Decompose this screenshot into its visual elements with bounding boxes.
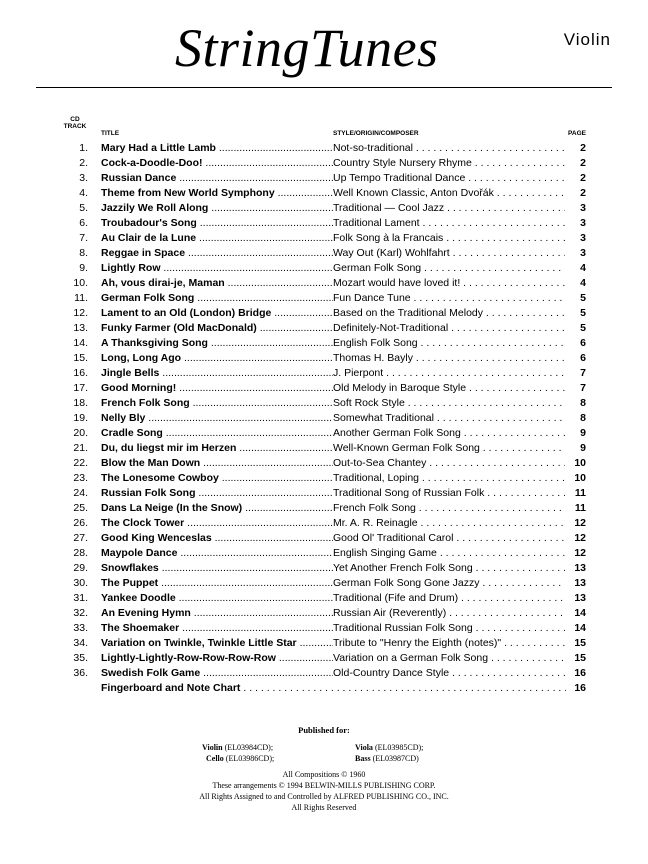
toc-row [56,486,586,501]
track-style: Old-Country Dance Style . . . [333,666,565,681]
track-title: Swedish Folk Game ..... [101,666,333,681]
track-number: 27. [73,532,88,544]
edition-item [355,742,423,753]
toc-row [56,636,586,651]
track-number: 30. [73,577,88,589]
track-style: Fun Dance Tune . . . [333,291,565,306]
track-page: 3 [566,216,586,231]
track-style: Traditional, Loping . . . [333,471,565,486]
toc-row [56,426,586,441]
toc-row [56,456,586,471]
track-page: 12 [566,516,586,531]
toc-row [56,651,586,666]
track-title: Nelly Bly ..... [101,411,333,426]
toc-row [56,366,586,381]
toc-row [56,336,586,351]
toc-row [56,381,586,396]
toc-row [56,201,586,216]
track-page: 13 [566,561,586,576]
track-page: 12 [566,531,586,546]
track-page: 2 [566,156,586,171]
track-page: 15 [566,636,586,651]
toc-row [56,216,586,231]
track-number: 17. [73,382,88,394]
toc-row [56,171,586,186]
track-number: 21. [73,442,88,454]
track-title: Variation on Twinkle, Twinkle Little Star ..... [101,636,333,651]
track-title: Russian Dance ..... [101,171,333,186]
track-style: Way Out (Karl) Wohlfahrt . . . [333,246,565,261]
track-number: 11. [74,292,88,304]
track-title: Cock-a-Doodle-Doo! ..... [101,156,333,171]
track-number: 3. [79,172,88,184]
track-number: 36. [73,667,88,679]
track-page: 5 [566,291,586,306]
copyright-line: These arrangements © 1994 BELWIN-MILLS PUBLISHING CORP. [212,781,436,790]
toc-row [56,516,586,531]
track-number: 16. [73,367,88,379]
track-number: 12. [73,307,88,319]
track-title: Blow the Man Down ..... [101,456,333,471]
track-page: 12 [566,546,586,561]
track-number: 1. [79,142,88,154]
track-style: Based on the Traditional Melody . . . [333,306,565,321]
track-page: 14 [566,621,586,636]
track-number: 26. [73,517,88,529]
track-style: Mr. A. R. Reinagle . . . [333,516,565,531]
track-title: Reggae in Space ..... [101,246,333,261]
track-page: 9 [566,441,586,456]
track-title: Maypole Dance ..... [101,546,333,561]
copyright-line: All Rights Assigned to and Controlled by ALFRED PUBLISHING CO., INC. [199,792,449,801]
track-style: Out-to-Sea Chantey . . . [333,456,565,471]
track-title: Funky Farmer (Old MacDonald) ..... [101,321,333,336]
track-style: Folk Song à la Francais . . . [333,231,565,246]
toc-row [56,501,586,516]
track-page: 8 [566,411,586,426]
track-title: The Lonesome Cowboy ..... [101,471,333,486]
track-title: Mary Had a Little Lamb ..... [101,141,333,156]
track-page: 7 [566,381,586,396]
track-style: Traditional — Cool Jazz . . . [333,201,565,216]
column-headers [56,116,586,140]
track-title: Ah, vous dirai-je, Maman ..... [101,276,333,291]
track-number: 29. [73,562,88,574]
track-number: 34. [73,637,88,649]
track-page: 14 [566,606,586,621]
toc-row [56,351,586,366]
toc-row [56,471,586,486]
toc-row [56,231,586,246]
track-title: An Evening Hymn ..... [101,606,333,621]
toc-row [56,666,586,681]
track-style: Another German Folk Song . . . [333,426,565,441]
toc-row [56,306,586,321]
track-page: 11 [566,501,586,516]
track-page: 6 [566,336,586,351]
edition-code: (EL03985CD); [374,743,424,752]
header-page: PAGE [568,130,586,137]
track-number: 23. [73,472,88,484]
track-style: Thomas H. Bayly . . . [333,351,565,366]
edition-code: (EL03987CD) [372,754,419,763]
track-style: Well-Known German Folk Song . . . [333,441,565,456]
track-number: 31. [73,592,88,604]
track-number: 33. [73,622,88,634]
edition-instrument: Cello [206,754,224,763]
track-number: 9. [79,262,88,274]
track-page: 3 [566,201,586,216]
footer [0,725,648,813]
track-number: 35. [73,652,88,664]
track-title: Jazzily We Roll Along ..... [101,201,333,216]
edition-item [206,753,274,764]
track-title: Russian Folk Song ..... [101,486,333,501]
track-number: 18. [73,397,88,409]
track-title: Yankee Doodle ..... [101,591,333,606]
toc-row [56,591,586,606]
header-cd-track: CD TRACK [63,116,87,130]
track-title: Jingle Bells ..... [101,366,333,381]
track-page: 13 [566,591,586,606]
toc-row [56,546,586,561]
track-page: 3 [566,246,586,261]
track-number: 7. [79,232,88,244]
edition-instrument: Violin [202,743,223,752]
track-title: Long, Long Ago ..... [101,351,333,366]
toc-row [56,321,586,336]
header-rule [36,87,612,88]
track-number: 4. [79,187,88,199]
track-number: 8. [79,247,88,259]
track-style: Yet Another French Folk Song . . . [333,561,565,576]
track-title: Au Clair de la Lune ..... [101,231,333,246]
track-title: Lament to an Old (London) Bridge ..... [101,306,333,321]
track-page: 2 [566,141,586,156]
edition-instrument: Viola [355,743,373,752]
track-style: Tribute to "Henry the Eighth (notes)" . . . [333,636,565,651]
track-title: Dans La Neige (In the Snow) ..... [101,501,333,516]
track-page: 5 [566,306,586,321]
published-for-heading: Published for: [298,725,350,735]
track-page: 10 [566,471,586,486]
track-style: Not-so-traditional . . . [333,141,565,156]
track-style: Traditional Lament . . . [333,216,565,231]
toc-row [56,606,586,621]
copyright-line: All Compositions © 1960 [282,770,366,779]
track-title: Good King Wenceslas ..... [101,531,333,546]
track-title: A Thanksgiving Song ..... [101,336,333,351]
track-title: The Puppet ..... [101,576,333,591]
edition-item [202,742,273,753]
track-style: English Singing Game . . . [333,546,565,561]
track-page: 7 [566,366,586,381]
track-title: The Shoemaker ..... [101,621,333,636]
toc-row [56,396,586,411]
toc-row [56,276,586,291]
track-style: Russian Air (Reverently) . . . [333,606,565,621]
extra-page: 16 [566,681,586,696]
track-page: 8 [566,396,586,411]
track-number: 28. [73,547,88,559]
track-title: French Folk Song ..... [101,396,333,411]
track-page: 11 [566,486,586,501]
track-title: Snowflakes ..... [101,561,333,576]
track-title: Troubadour's Song ..... [101,216,333,231]
track-style: Traditional Russian Folk Song . . . [333,621,565,636]
track-number: 25. [73,502,88,514]
toc-row [56,411,586,426]
copyright-notices [0,769,648,813]
track-page: 5 [566,321,586,336]
track-style: English Folk Song . . . [333,336,565,351]
track-number: 10. [73,277,88,289]
edition-instrument: Bass [355,754,371,763]
track-title: The Clock Tower ..... [101,516,333,531]
track-number: 15. [73,352,88,364]
track-page: 6 [566,351,586,366]
track-number: 32. [73,607,88,619]
track-style: Somewhat Traditional . . . [333,411,565,426]
track-page: 4 [566,276,586,291]
edition-code: (EL03984CD); [224,743,274,752]
toc-row [56,141,586,156]
track-page: 16 [566,666,586,681]
track-style: Definitely-Not-Traditional . . . [333,321,565,336]
track-style: Traditional Song of Russian Folk . . . [333,486,565,501]
track-title: German Folk Song ..... [101,291,333,306]
toc-row [56,156,586,171]
copyright-line: All Rights Reserved [291,803,357,812]
toc-row [56,441,586,456]
track-page: 15 [566,651,586,666]
track-number: 13. [73,322,88,334]
track-number: 20. [73,427,88,439]
table-of-contents [56,141,586,696]
track-style: Good Ol' Traditional Carol . . . [333,531,565,546]
track-page: 2 [566,171,586,186]
editions-list [0,742,648,764]
track-style: Traditional (Fife and Drum) . . . [333,591,565,606]
track-number: 14. [73,337,88,349]
track-title: Theme from New World Symphony ..... [101,186,333,201]
track-title: Lightly-Lightly-Row-Row-Row-Row ..... [101,651,333,666]
track-style: French Folk Song . . . [333,501,565,516]
track-page: 10 [566,456,586,471]
track-page: 3 [566,231,586,246]
toc-row [56,621,586,636]
toc-row-fingerboard [56,681,586,696]
instrument-label: Violin [563,30,611,49]
track-number: 2. [79,157,88,169]
extra-title: Fingerboard and Note Chart . . . [101,681,566,696]
track-style: Variation on a German Folk Song . . . [333,651,565,666]
track-style: Old Melody in Baroque Style . . . [333,381,565,396]
track-number: 19. [73,412,88,424]
track-style: Mozart would have loved it! . . . [333,276,565,291]
toc-row [56,531,586,546]
toc-row [56,261,586,276]
track-style: German Folk Song . . . [333,261,565,276]
track-style: J. Pierpont . . . [333,366,565,381]
track-number: 24. [73,487,88,499]
edition-code: (EL03986CD); [225,754,275,763]
header-title: TITLE [101,130,120,137]
track-page: 4 [566,261,586,276]
track-style: Soft Rock Style . . . [333,396,565,411]
stringtunes-logo: StringTunes [175,18,439,78]
track-number: 5. [79,202,88,214]
track-title: Cradle Song ..... [101,426,333,441]
track-style: German Folk Song Gone Jazzy . . . [333,576,565,591]
toc-row [56,576,586,591]
track-number: 22. [73,457,88,469]
track-page: 13 [566,576,586,591]
track-style: Up Tempo Traditional Dance . . . [333,171,565,186]
toc-row [56,246,586,261]
track-title: Good Morning! ..... [101,381,333,396]
track-style: Country Style Nursery Rhyme . . . [333,156,565,171]
edition-item [355,753,419,764]
track-title: Lightly Row ..... [101,261,333,276]
track-number: 6. [79,217,88,229]
track-page: 9 [566,426,586,441]
toc-row [56,291,586,306]
track-style: Well Known Classic, Anton Dvořák . . . [333,186,565,201]
track-title: Du, du liegst mir im Herzen ..... [101,441,333,456]
header-style: STYLE/ORIGIN/COMPOSER [333,130,419,137]
track-page: 2 [566,186,586,201]
toc-row [56,561,586,576]
toc-row [56,186,586,201]
